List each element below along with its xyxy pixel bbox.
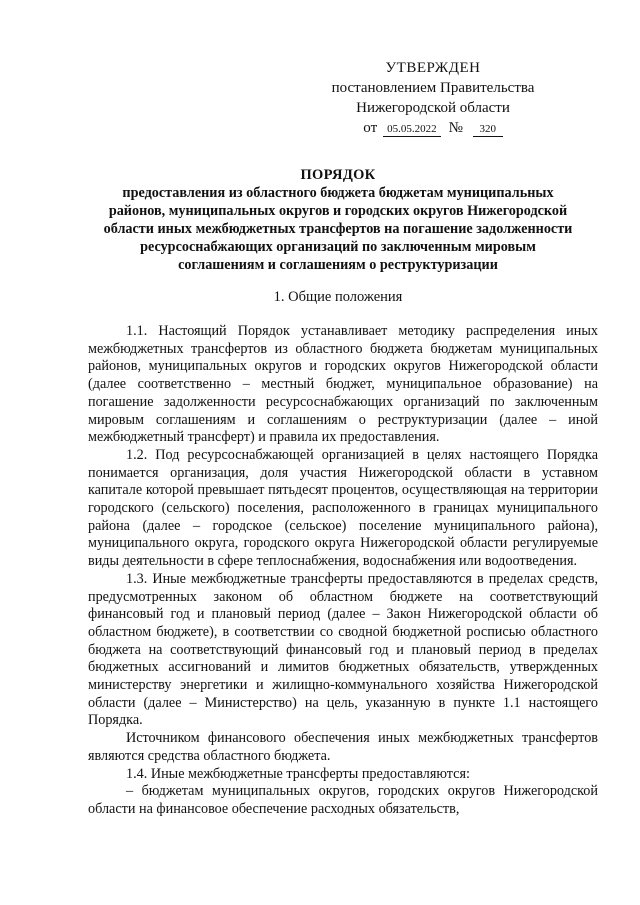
approval-date: 05.05.2022 [383, 122, 441, 137]
approval-line-2: Нижегородской области [356, 100, 510, 116]
paragraph-funding-source: Источником финансового обеспечения иных межбюджетных трансфертов являются средства областного бюджета. [88, 730, 598, 764]
approval-date-number [318, 118, 548, 138]
section-heading: 1. Общие положения [273, 289, 403, 305]
title-line-5: соглашениям и соглашениям о реструктуризации [178, 257, 498, 273]
approval-number-sign: № [448, 120, 463, 136]
title-main: ПОРЯДОК [300, 167, 376, 183]
paragraph-1-2: 1.2. Под ресурсоснабжающей организацией в целях настоящего Порядка понимается организация, доля участия Нижегородской области в уставном капитале которой превышает пятьдесят процентов, осуществляющая на территории городского (сельского) поселения, расположенного в границах муниципального района (далее – городское (сельское) поселение муниципального района), муниципального округа, городского округа Нижегородской области регулируемые виды деятельности в сфере теплоснабжения, водоснабжения или водоотведения. [88, 446, 598, 570]
title-line-3: области иных межбюджетных трансфертов на погашение задолженности [103, 221, 573, 237]
title-line-1: предоставления из областного бюджета бюджетам муниципальных [122, 185, 554, 201]
approval-stamp [318, 58, 548, 138]
paragraph-1-4: 1.4. Иные межбюджетные трансферты предоставляются: [126, 765, 470, 782]
title-line-2: районов, муниципальных округов и городских округов Нижегородской [108, 203, 568, 219]
document-title [88, 166, 588, 274]
paragraph-1-3: 1.3. Иные межбюджетные трансферты предоставляются в пределах средств, предусмотренных законом об областном бюджете на соответствующий финансовый год и плановый период (далее – Закон Нижегородской области об областном бюджете), в соответствии со сводной бюджетной росписью областного бюджета на соответствующий финансовый год и плановый период в пределах бюджетных ассигнований и лимитов бюджетных обязательств, утвержденных министерству энергетики и жилищно-коммунального хозяйства Нижегородской области (далее – Министерство) на цель, указанную в пункте 1.1 настоящего Порядка. [88, 570, 598, 729]
approval-from-label: от [363, 120, 378, 136]
approval-heading: УТВЕРЖДЕН [385, 60, 481, 76]
title-line-4: ресурсоснабжающих организаций по заключенным мировым [140, 239, 536, 255]
document-body [88, 323, 598, 819]
approval-number: 320 [473, 122, 503, 137]
paragraph-1-1: 1.1. Настоящий Порядок устанавливает методику распределения иных межбюджетных трансфертов из областного бюджета бюджетам муниципальных районов, муниципальных округов и городских округов Нижегородской области (далее соответственно – местный бюджет, муниципальное образование) на погашение задолженности ресурсоснабжающих организаций по заключенным мировым соглашениям и соглашениям о реструктуризации (далее – иной межбюджетный трансферт) и правила их предоставления. [88, 323, 598, 446]
paragraph-1-4-item: – бюджетам муниципальных округов, городских округов Нижегородской области на финансовое обеспечение расходных обязательств, [88, 783, 598, 817]
approval-line-1: постановлением Правительства [331, 80, 535, 96]
